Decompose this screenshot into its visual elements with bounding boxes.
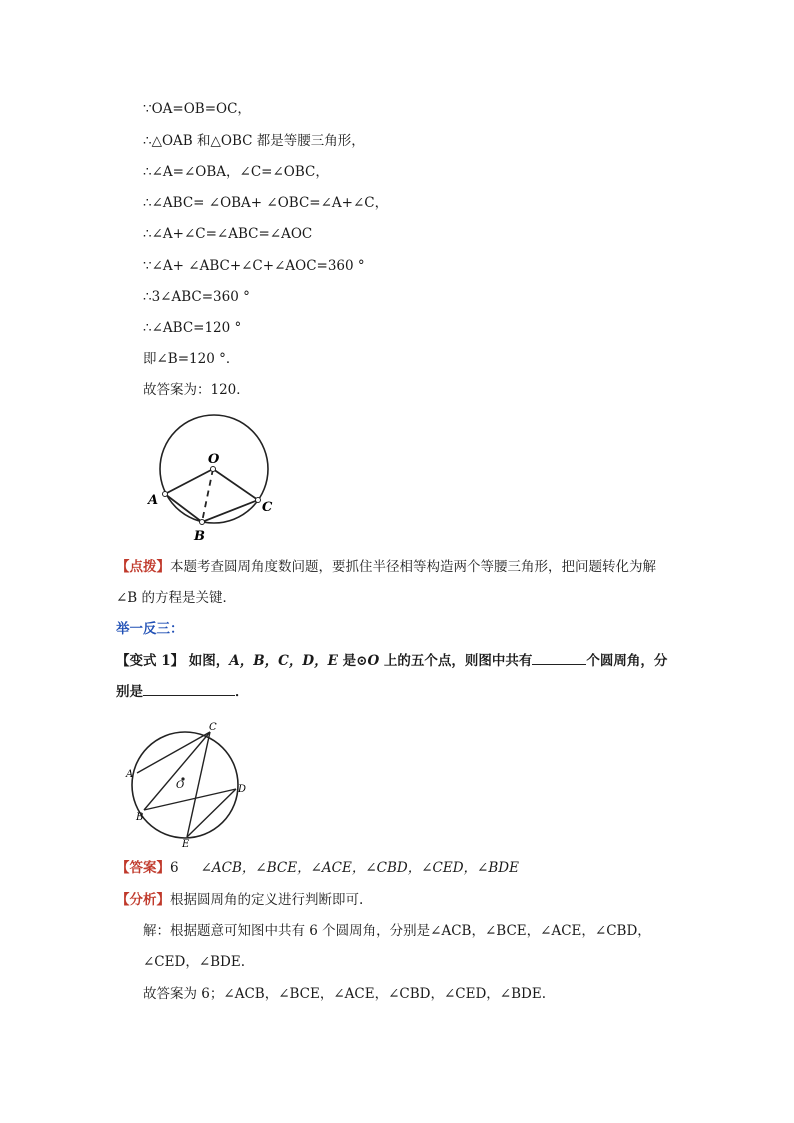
answer-angles: ∠ACB，∠BCE，∠ACE，∠CBD，∠CED，∠BDE — [200, 860, 519, 876]
variant-line-2 — [116, 681, 249, 702]
analysis-text: 根据圆周角的定义进行判断即可. — [170, 892, 364, 908]
variant-text-1c: 上的五个点，则图中共有 — [379, 653, 533, 669]
proof-line-6: ∵∠A+ ∠ABC+∠C+∠AOC=360 ° — [143, 258, 365, 274]
point-b — [200, 520, 205, 525]
analysis-tag: 【分析】 — [116, 892, 170, 908]
label-b: B — [194, 529, 205, 544]
label2-c: C — [209, 722, 217, 733]
variant-circle: O — [367, 653, 380, 669]
proof-line-7: ∴3∠ABC=360 ° — [143, 289, 250, 305]
blank-angles — [143, 681, 235, 696]
proof-line-9: 即∠B=120 °． — [143, 351, 240, 367]
variant-line-1 — [116, 650, 667, 671]
answer-line — [116, 858, 519, 878]
variant-text-2end: ． — [235, 684, 249, 700]
blank-count — [532, 650, 586, 665]
solution-line-3: 故答案为 6；∠ACB，∠BCE，∠ACE，∠CBD，∠CED，∠BDE. — [143, 986, 547, 1002]
label-a: A — [148, 493, 159, 508]
dianbo-line-2: ∠B 的方程是关键． — [116, 590, 237, 606]
juyi-title: 举一反三： — [116, 621, 184, 637]
dianbo-line-1 — [116, 557, 656, 577]
label2-a: A — [126, 769, 134, 780]
variant-tag: 【变式 1】 — [116, 653, 185, 669]
variant-text-1b: 是⊙ — [337, 653, 368, 669]
solution-line-2: ∠CED，∠BDE. — [143, 954, 246, 970]
segment-ob-dashed — [202, 469, 213, 522]
point-a — [163, 492, 168, 497]
proof-line-8: ∴∠ABC=120 ° — [143, 320, 242, 336]
label-o: O — [208, 452, 220, 467]
proof-line-2: ∴△OAB 和△OBC 都是等腰三角形， — [143, 133, 365, 149]
analysis-line — [116, 890, 363, 910]
variant-points: A，B，C，D，E — [229, 653, 338, 669]
figure-circle-oabc — [140, 408, 290, 548]
chord-bc — [144, 732, 210, 810]
label-c: C — [262, 500, 273, 515]
point-o — [211, 467, 216, 472]
variant-text-1a: 如图， — [184, 653, 230, 669]
point-c — [256, 498, 261, 503]
dianbo-tag: 【点拨】 — [116, 559, 170, 575]
proof-line-5: ∴∠A+∠C=∠ABC=∠AOC — [143, 226, 313, 242]
label2-d: D — [238, 784, 247, 795]
answer-tag: 【答案】 — [116, 860, 170, 876]
chord-ce — [187, 732, 210, 837]
answer-value: 6 — [170, 860, 179, 876]
figure-circle-abcde — [120, 718, 260, 848]
chord-de — [187, 789, 236, 837]
dianbo-text-1: 本题考查圆周角度数问题，要抓住半径相等构造两个等腰三角形，把问题转化为解 — [170, 559, 656, 575]
chord-ac — [137, 732, 210, 773]
proof-line-1: ∵OA=OB=OC， — [143, 101, 251, 117]
proof-line-3: ∴∠A=∠OBA，∠C=∠OBC， — [143, 164, 329, 180]
variant-text-2: 别是 — [116, 684, 143, 700]
circle-2 — [132, 732, 238, 838]
proof-line-4: ∴∠ABC= ∠OBA+ ∠OBC=∠A+∠C， — [143, 195, 389, 211]
label2-b: B — [136, 812, 144, 823]
variant-text-1d: 个圆周角，分 — [586, 653, 668, 669]
proof-line-10: 故答案为：120． — [143, 382, 250, 398]
label2-e: E — [182, 839, 190, 848]
chord-bd — [144, 789, 236, 810]
solution-line-1: 解：根据题意可知图中共有 6 个圆周角，分别是∠ACB，∠BCE，∠ACE，∠CBD， — [143, 923, 651, 939]
label2-o: O — [176, 780, 185, 791]
